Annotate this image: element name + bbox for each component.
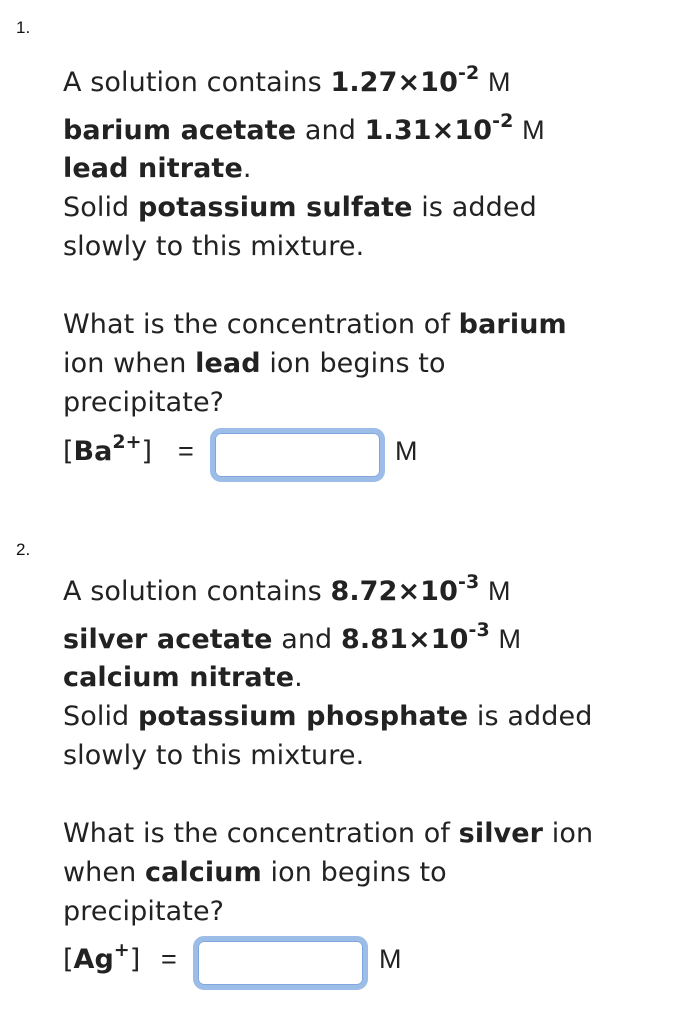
compound-name: lead nitrate	[63, 153, 243, 184]
equals-sign: =	[178, 436, 194, 466]
unit-label: M	[487, 67, 511, 97]
question-line: What is the concentration of silver ion	[63, 818, 594, 849]
problem-line: Solid potassium phosphate is added	[63, 701, 593, 732]
compound-name: calcium nitrate	[63, 662, 295, 693]
compound-name: barium acetate	[63, 115, 297, 146]
ion-name: barium	[458, 309, 567, 340]
question-line: when calcium ion begins to	[63, 857, 447, 888]
unit-label: M	[395, 436, 418, 466]
unit-label: M	[498, 624, 522, 654]
ion-name: calcium	[145, 857, 262, 888]
question-line: ion when lead ion begins to	[63, 348, 446, 379]
ag-concentration-input[interactable]	[193, 936, 368, 990]
concentration-value: $1.31\times 10^{-2}$	[364, 110, 514, 146]
concentration-value: $8.81\times 10^{-3}$	[340, 619, 490, 655]
question-line: What is the concentration of barium	[63, 309, 567, 340]
problem-line: lead nitrate.	[63, 153, 252, 184]
unit-label: M	[522, 115, 545, 145]
problem-line: slowly to this mixture.	[63, 740, 365, 771]
concentration-value: $8.72\times 10^{-3}$	[330, 571, 480, 607]
ion-name: lead	[195, 348, 261, 379]
unit-label: M	[487, 576, 511, 606]
answer-label: $[Ba^{2+}]$	[63, 431, 153, 467]
question-number: 1.	[16, 18, 31, 37]
problem-line: Solid potassium sulfate is added	[63, 192, 537, 223]
problem-line: calcium nitrate.	[63, 662, 303, 693]
problem-line: slowly to this mixture.	[63, 231, 365, 262]
reagent-name: potassium sulfate	[138, 192, 413, 223]
concentration-value: $1.27\times 10^{-2}$	[330, 62, 480, 98]
question-line: precipitate?	[63, 896, 225, 927]
equals-sign: =	[161, 944, 177, 974]
problem-line: A solution contains $8.72\times 10^{-3}$ M	[63, 571, 511, 607]
ion-name: silver	[458, 818, 544, 849]
problem-line: A solution contains $1.27\times 10^{-2}$ M	[63, 62, 511, 98]
problem-line: barium acetate and $1.31\times 10^{-2}$ M	[63, 110, 545, 146]
problem-line: silver acetate and $8.81\times 10^{-3}$ M	[63, 619, 522, 655]
ba-concentration-input[interactable]	[210, 428, 385, 482]
compound-name: silver acetate	[63, 624, 273, 655]
answer-label: [Ag+]	[63, 939, 141, 975]
reagent-name: potassium phosphate	[138, 701, 469, 732]
question-number: 2.	[16, 540, 31, 559]
question-line: precipitate?	[63, 387, 225, 418]
unit-label: M	[379, 944, 402, 974]
